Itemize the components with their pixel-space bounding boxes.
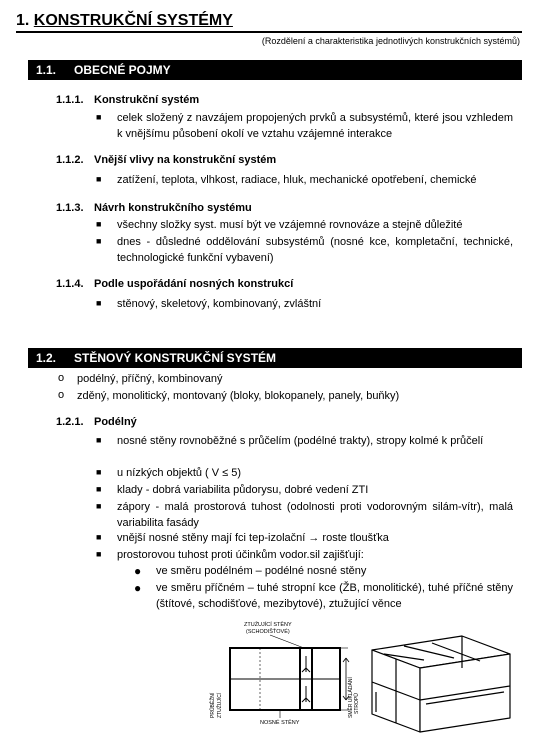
list-item: vnější nosné stěny mají fci tep-izolační → roste tloušťka: [117, 532, 389, 544]
figure-label: ZTUŽUJÍCÍ STĚNY: [244, 622, 292, 628]
heading-subtitle: (Rozdělení a charakteristika jednotlivých konstrukčních systémů): [261, 36, 520, 46]
heading-title: KONSTRUKČNÍ SYSTÉMY: [33, 12, 233, 29]
subsection-number: 1.1.1.: [56, 94, 84, 106]
square-bullet-icon: ■: [96, 219, 102, 229]
list-item: prostorovou tuhost proti účinkům vodor.sil zajišťují:: [117, 549, 364, 561]
subsection-title: Návrh konstrukčního systému: [94, 202, 252, 214]
subsection-number: 1.1.4.: [56, 278, 84, 290]
subsection-1-1-1: [56, 94, 199, 106]
square-bullet-icon: ■: [96, 501, 102, 511]
subsection-number: 1.2.1.: [56, 416, 84, 428]
list-item: ve směru podélném – podélné nosné stěny: [156, 565, 367, 577]
subsection-1-2-1: [56, 416, 137, 428]
circle-bullet-icon: o: [58, 372, 65, 384]
square-bullet-icon: ■: [96, 174, 102, 184]
list-item: nosné stěny rovnoběžné s průčelím (podélné trakty), stropy kolmé k průčelí: [117, 435, 484, 447]
dot-bullet-icon: ●: [134, 564, 142, 578]
list-item: klady - dobrá variabilita půdorysu, dobré vedení ZTI: [117, 484, 369, 496]
list-item: u nízkých objektů ( V ≤ 5): [117, 467, 242, 479]
list-item: dnes - důsledné oddělování subsystémů (nosné kce, kompletační, technické, technologické funkční vybavení): [117, 236, 513, 264]
circle-bullet-icon: o: [58, 389, 65, 401]
page-heading: [16, 12, 233, 30]
subsection-title: Podle uspořádání nosných konstrukcí: [94, 278, 294, 290]
list-item: stěnový, skeletový, kombinovaný, zvláštní: [117, 298, 322, 310]
figure-label: (SCHODIŠŤOVÉ): [246, 629, 290, 635]
subsection-title: Podélný: [94, 416, 137, 428]
section-title: OBECNÉ POJMY: [74, 63, 171, 77]
list-item: zápory - malá prostorová tuhost (odolnosti proti vodorovným silám-vítr), malá variabilita fasády: [117, 501, 513, 529]
square-bullet-icon: ■: [96, 435, 102, 445]
section-title: STĚNOVÝ KONSTRUKČNÍ SYSTÉM: [74, 351, 277, 365]
subsection-title: Konstrukční systém: [94, 94, 200, 106]
square-bullet-icon: ■: [96, 484, 102, 494]
subsection-number: 1.1.2.: [56, 154, 84, 166]
subsection-title: Vnější vlivy na konstrukční systém: [94, 154, 277, 166]
figure-label: PRŮBĚŽNÍ: [210, 692, 216, 718]
square-bullet-icon: ■: [96, 532, 102, 542]
list-item: zděný, monolitický, montovaný (bloky, blokopanely, panely, buňky): [77, 390, 400, 402]
subsection-number: 1.1.3.: [56, 202, 84, 214]
square-bullet-icon: ■: [96, 236, 102, 246]
list-item: ve směru příčném – tuhé stropní kce (ŽB, monolitické), tuhé příčné stěny (štítové, schodišťové, mezibytové), ztužující věnce: [156, 582, 513, 610]
figure-label: SMĚR UKLÁDÁNÍ: [348, 677, 354, 718]
subsection-1-1-4: [56, 278, 293, 290]
section-bar-1-2: [28, 348, 522, 368]
list-item: všechny složky syst. musí být ve vzájemné rovnováze a stejně důležité: [117, 219, 463, 231]
subsection-1-1-3: [56, 202, 252, 214]
figure-label: ZTUŽUJÍCÍ: [217, 692, 223, 718]
floor-plan-figure: [200, 618, 360, 736]
list-item: zatížení, teplota, vlhkost, radiace, hluk, mechanické opotřebení, chemické: [117, 174, 477, 186]
heading-rule: [16, 31, 522, 33]
square-bullet-icon: ■: [96, 298, 102, 308]
list-item: celek složený z navzájem propojených prvků a subsystémů, které jsou vzhledem k vnějšímu působení okolí ve vztahu vzájemné interakce: [117, 112, 513, 140]
square-bullet-icon: ■: [96, 467, 102, 477]
list-item: podélný, příčný, kombinovaný: [77, 373, 223, 385]
section-number: 1.2.: [36, 351, 57, 365]
section-bar-1-1: [28, 60, 522, 80]
section-number: 1.1.: [36, 63, 57, 77]
heading-number: 1.: [16, 12, 30, 29]
isometric-figure: [364, 628, 519, 736]
dot-bullet-icon: ●: [134, 581, 142, 595]
figure-label: NOSNÉ STĚNY: [260, 720, 300, 726]
square-bullet-icon: ■: [96, 112, 102, 122]
figure-label: STROPŮ: [354, 693, 360, 714]
subsection-1-1-2: [56, 154, 276, 166]
square-bullet-icon: ■: [96, 549, 102, 559]
